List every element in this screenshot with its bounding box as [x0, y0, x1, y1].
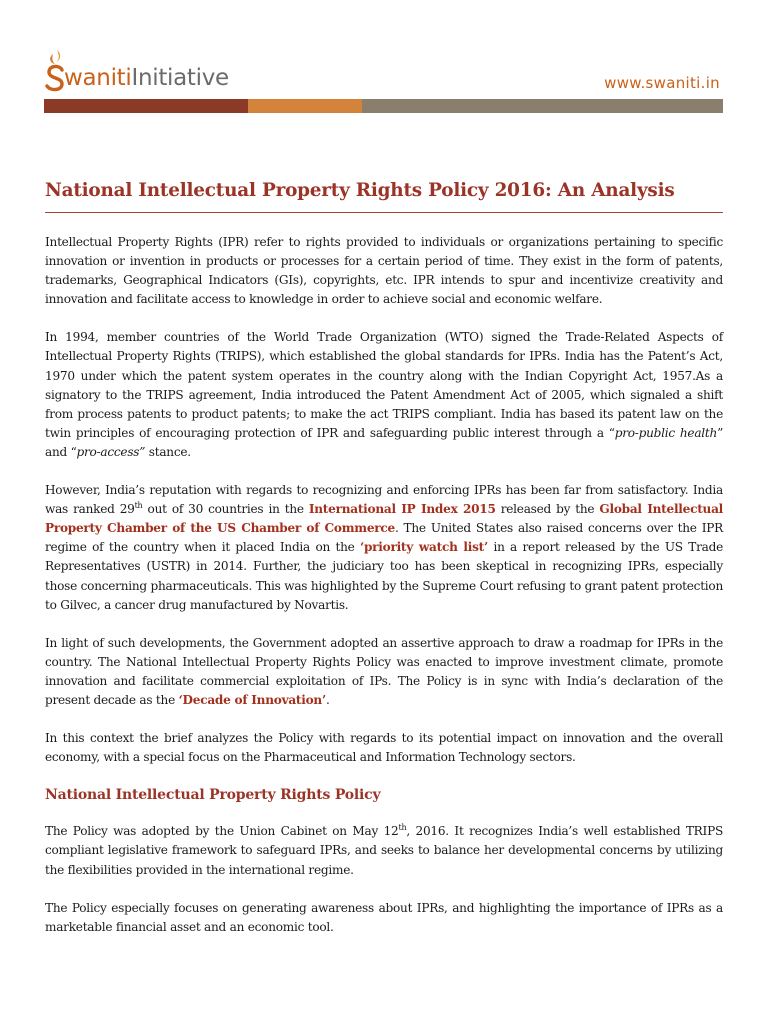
paragraph-ipr-definition: Intellectual Property Rights (IPR) refer to rights provided to individuals or organizations pertaining to specific innovation or invention in products or processes for a certain period of time. They exist in the form of patents, trademarks, Geographical Indicators (GIs), copyrights, etc. IPR intends to spur and incentivize creativity and innovation and facilitate access to knowledge in order to achieve social and economic welfare.	[45, 235, 723, 307]
swaniti-s-logo-icon	[44, 48, 66, 94]
section-heading: National Intellectual Property Rights Policy	[45, 787, 381, 804]
paragraph-brief-context: In this context the brief analyzes the Policy with regards to its potential impact on innovation and the overall economy, with a special focus on the Pharmaceutical and Information Technology sectors.	[45, 731, 723, 765]
link-gipc[interactable]: Global Intellectual Property Chamber of the US Chamber of Commerce	[45, 502, 724, 536]
header-band-dark	[44, 99, 248, 113]
logo-text: wanitiInitiative	[64, 65, 229, 91]
page-title: National Intellectual Property Rights Policy 2016: An Analysis	[45, 180, 675, 201]
document-body	[45, 233, 723, 956]
paragraph-policy-adoption: The Policy was adopted by the Union Cabinet on May 12th, 2016. It recognizes India’s well established TRIPS compliant legislative framework to safeguard IPRs, and seeks to balance her developmental concerns by utilizing the flexibilities provided in the international regime.	[45, 823, 723, 877]
link-decade-of-innovation[interactable]: ‘Decade of Innovation’	[178, 692, 326, 707]
paragraph-government-approach: In light of such developments, the Government adopted an assertive approach to draw a roadmap for IPRs in the country. The National Intellectual Property Rights Policy was enacted to improve investment climate, promote innovation and facilitate commercial exploitation of IPs. The Policy is in sync with India’s declaration of the present decade as the ‘Decade of Innovation’.	[45, 635, 723, 707]
title-divider	[45, 212, 723, 213]
paragraph-policy-focus: The Policy especially focuses on generating awareness about IPRs, and highlighting the importance of IPRs as a marketable financial asset and an economic tool.	[45, 900, 723, 934]
logo[interactable]	[44, 48, 229, 94]
website-url[interactable]: www.swaniti.in	[604, 74, 720, 92]
header-band-orange	[248, 99, 362, 113]
paragraph-trips-history: In 1994, member countries of the World Trade Organization (WTO) signed the Trade-Related Aspects of Intellectual Property Rights (TRIPS), which established the global standards for IPRs. India has the Patent’s Act, 1970 under which the patent system operates in the country along with the Indian Copyright Act, 1957.As a signatory to the TRIPS agreement, India introduced the Patent Amendment Act of 2005, which signaled a shift from process patents to product patents; to make the act TRIPS compliant. India has based its patent law on the twin principles of encouraging protection of IPR and safeguarding public interest through a “pro-public health” and “pro-access” stance.	[45, 330, 723, 459]
paragraph-india-reputation: However, India’s reputation with regards to recognizing and enforcing IPRs has been far from satisfactory. India was ranked 29th out of 30 countries in the International IP Index 2015 released by the Global Intellectual Property Chamber of the US Chamber of Commerce. The United States also raised concerns over the IPR regime of the country when it placed India on the ‘priority watch list’ in a report released by the US Trade Representatives (USTR) in 2014. Further, the judiciary too has been skeptical in recognizing IPRs, especially those concerning pharmaceuticals. This was highlighted by the Supreme Court refusing to grant patent protection to Gilvec, a cancer drug manufactured by Novartis.	[45, 483, 724, 612]
link-priority-watch-list[interactable]: ‘priority watch list’	[360, 540, 488, 555]
header-band-gray	[362, 99, 723, 113]
link-ip-index[interactable]: International IP Index 2015	[308, 502, 496, 517]
